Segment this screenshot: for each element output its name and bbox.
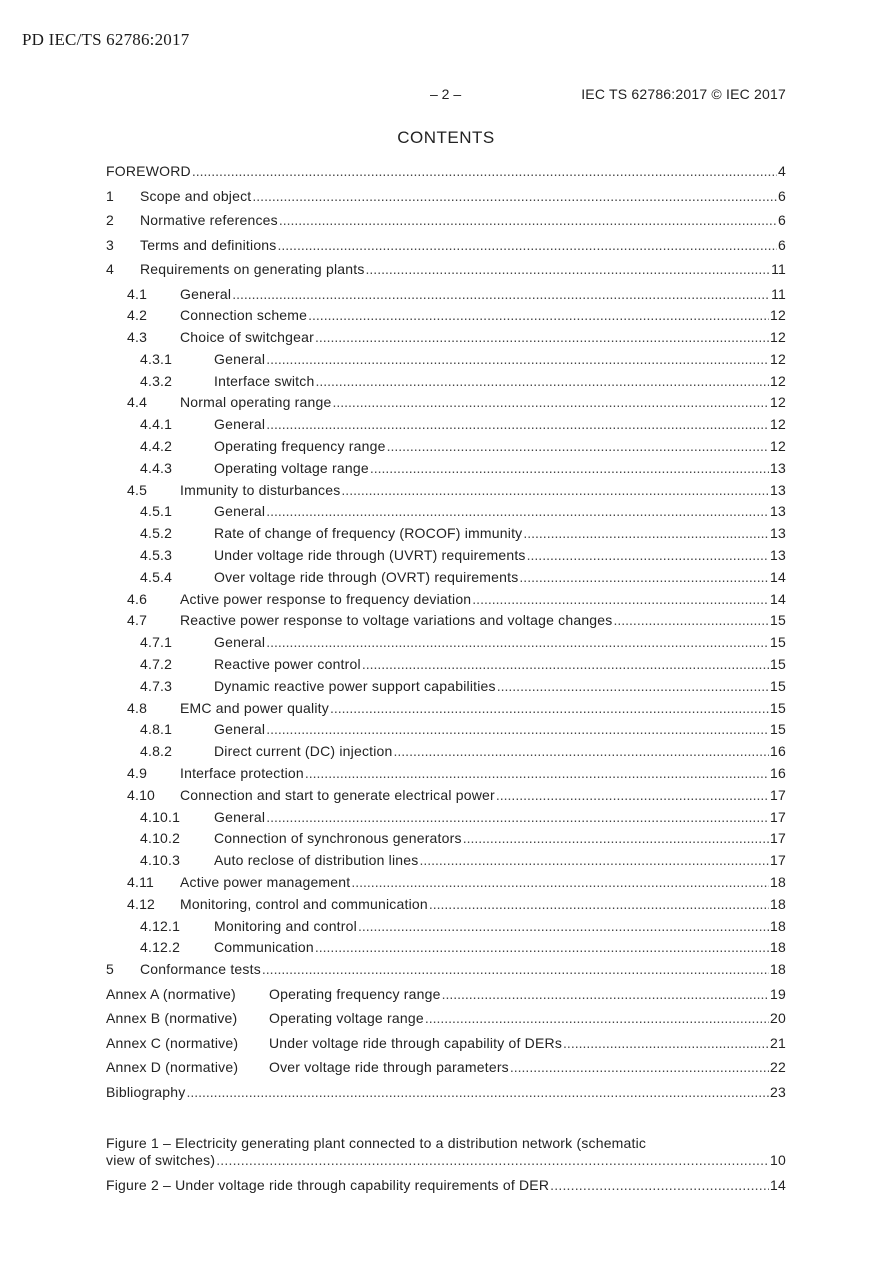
dot-leader (186, 1084, 769, 1101)
toc-entry-title: Connection and start to generate electrical power (180, 786, 495, 803)
toc-entry[interactable] (106, 329, 786, 351)
toc-entry[interactable] (106, 852, 786, 874)
toc-entry-page: 19 (770, 985, 786, 1002)
toc-entry-page: 13 (770, 459, 786, 476)
dot-leader (266, 503, 769, 520)
toc-entry-title: Immunity to disturbances (180, 481, 341, 498)
toc-entry-title: Operating voltage range (269, 1010, 424, 1027)
toc-entry[interactable] (106, 286, 786, 308)
toc-entry[interactable] (106, 460, 786, 482)
toc-entry-page: 18 (770, 939, 786, 956)
toc-entry[interactable] (106, 700, 786, 722)
toc-entry-title: Terms and definitions (140, 236, 277, 253)
dot-leader (366, 261, 771, 278)
toc-entry-number: 4.12.2 (140, 939, 181, 956)
dot-leader (463, 830, 769, 847)
dot-leader (527, 547, 769, 564)
toc-entry-page: 12 (770, 438, 786, 455)
toc-entry-number: Annex A (normative) (106, 985, 236, 1002)
toc-entry-number: 4.7.2 (140, 656, 173, 673)
dot-leader (563, 1035, 769, 1052)
dot-leader (523, 525, 769, 542)
toc-entry-page: 11 (771, 285, 786, 302)
toc-entry-page: 12 (770, 350, 786, 367)
toc-entry-title: FOREWORD (106, 163, 191, 179)
toc-entry-number: 4.4 (127, 394, 148, 411)
toc-entry-number: 4.10 (127, 786, 156, 803)
toc-entry[interactable] (106, 591, 786, 613)
toc-entry-page: 17 (770, 808, 786, 825)
toc-entry-title: General (214, 634, 266, 651)
toc-entry[interactable] (106, 721, 786, 743)
toc-entry-title: Requirements on generating plants (140, 261, 365, 277)
dot-leader (519, 569, 769, 586)
toc-entry-title: Scope and object (140, 187, 252, 204)
toc-entry[interactable] (106, 307, 786, 329)
toc-entry[interactable] (106, 416, 786, 438)
toc-entry[interactable] (106, 918, 786, 940)
toc-entry[interactable] (106, 634, 786, 656)
toc-entry[interactable] (106, 809, 786, 831)
toc-entry-page: 15 (770, 656, 786, 673)
toc-entry-page: 12 (770, 416, 786, 433)
dot-leader (216, 1152, 769, 1169)
toc-entry-title: Active power management (180, 874, 351, 891)
toc-entry-page: 13 (770, 525, 786, 542)
toc-entry-number: 4.9 (127, 765, 148, 782)
toc-entry[interactable] (106, 351, 786, 373)
toc-entry-title: Communication (214, 939, 314, 956)
dot-leader (613, 612, 769, 629)
dot-leader (315, 329, 769, 346)
dot-leader (442, 986, 769, 1003)
toc-entry-title: Connection scheme (180, 307, 308, 324)
toc-entry[interactable] (106, 188, 786, 213)
dot-leader (497, 678, 769, 695)
toc-entry-page: 4 (778, 163, 786, 179)
toc-entry-title: General (214, 721, 266, 738)
toc-entry-number: 4.5.4 (140, 568, 173, 585)
toc-entry-page: 13 (770, 547, 786, 564)
header-standard-ref: IEC TS 62786:2017 © IEC 2017 (581, 86, 786, 102)
dot-leader (351, 874, 769, 891)
figure-1-page: 10 (770, 1152, 786, 1168)
toc-entry-title: Over voltage ride through (OVRT) requirements (214, 568, 519, 585)
toc-entry-title: Connection of synchronous generators (214, 830, 462, 847)
toc-entry[interactable] (106, 503, 786, 525)
dot-leader (262, 961, 769, 978)
toc-entry-number: 4.12.1 (140, 917, 181, 934)
dot-leader (496, 787, 769, 804)
dot-leader (370, 460, 769, 477)
toc-entry-number: 4.3 (127, 329, 148, 346)
toc-entry-number: 4.11 (127, 874, 155, 891)
toc-entry-page: 16 (770, 765, 786, 782)
toc-entry[interactable] (106, 939, 786, 961)
toc-entry-title: General (214, 808, 266, 825)
toc-entry-number: 5 (106, 961, 114, 978)
toc-entry-number: 4.4.2 (140, 438, 173, 455)
toc-entry[interactable] (106, 547, 786, 569)
dot-leader (278, 237, 778, 254)
toc-entry-page: 12 (770, 394, 786, 411)
toc-entry-page: 20 (770, 1010, 786, 1027)
toc-entry-title: Rate of change of frequency (ROCOF) immunity (214, 525, 523, 542)
toc-entry[interactable] (106, 678, 786, 700)
dot-leader (192, 163, 777, 180)
toc-entry-title: Choice of switchgear (180, 329, 314, 346)
toc-entry-page: 18 (770, 895, 786, 912)
dot-leader (266, 809, 769, 826)
toc-entry[interactable] (106, 896, 786, 918)
toc-entry-number: 4.8 (127, 699, 148, 716)
dot-leader (308, 307, 769, 324)
toc-entry[interactable] (106, 394, 786, 416)
toc-entry-title: Under voltage ride through (UVRT) requirements (214, 547, 526, 564)
toc-entry-number: 2 (106, 212, 114, 228)
toc-entry[interactable] (106, 961, 786, 986)
toc-entry-number: 4.6 (127, 590, 148, 607)
toc-entry-title: Operating frequency range (269, 985, 441, 1002)
toc-entry[interactable] (106, 163, 786, 188)
toc-entry-title: Normative references (140, 212, 278, 228)
toc-entry-number: 4.5.1 (140, 503, 173, 520)
toc-entry-page: 17 (770, 852, 786, 869)
toc-entry-number: 1 (106, 187, 114, 204)
dot-leader (232, 286, 770, 303)
dot-leader (341, 482, 769, 499)
toc-entry[interactable] (106, 373, 786, 395)
toc-entry-page: 15 (770, 699, 786, 716)
toc-entry[interactable] (106, 569, 786, 591)
dot-leader (429, 896, 769, 913)
toc-entry-number: 4.4.3 (140, 459, 173, 476)
toc-entry-number: 4.8.1 (140, 721, 173, 738)
toc-entry[interactable] (106, 212, 786, 237)
toc-entry-title: Normal operating range (180, 394, 332, 411)
dot-leader (472, 591, 769, 608)
toc-entry-page: 17 (770, 786, 786, 803)
dot-leader (550, 1177, 769, 1194)
toc-entry-number: 4.5 (127, 481, 148, 498)
toc-entry-number: 4.3.1 (140, 350, 173, 367)
toc-entry-page: 13 (770, 503, 786, 520)
toc-entry-page: 12 (770, 372, 786, 389)
figure-1-title-line2: view of switches) (106, 1152, 216, 1168)
dot-leader (330, 700, 769, 717)
toc-entry-page: 11 (771, 261, 786, 277)
toc-entry[interactable] (106, 743, 786, 765)
toc-figure-entry[interactable] (106, 1152, 786, 1169)
toc-entry-number: 4.10.2 (140, 830, 181, 847)
toc-entry[interactable] (106, 765, 786, 787)
toc-entry-number: Annex B (normative) (106, 1010, 238, 1027)
toc-entry-title: Auto reclose of distribution lines (214, 852, 419, 869)
toc-entry-page: 18 (770, 961, 786, 978)
toc-entry-page: 6 (778, 187, 786, 204)
dot-leader (266, 721, 769, 738)
toc-entry-title: General (180, 285, 232, 302)
toc-entry[interactable] (106, 482, 786, 504)
figure-2-page: 14 (770, 1177, 786, 1193)
toc-entry-number: Annex D (normative) (106, 1059, 239, 1076)
toc-entry-number: 4.3.2 (140, 372, 173, 389)
page-number: – 2 – (430, 86, 462, 102)
toc-entry-number: 4 (106, 261, 114, 277)
dot-leader (315, 939, 769, 956)
toc-entry-number: 4.1 (127, 285, 148, 302)
contents-title: CONTENTS (397, 128, 495, 147)
toc-entry-title: Interface switch (214, 372, 315, 389)
toc-entry-page: 12 (770, 307, 786, 324)
toc-entry[interactable] (106, 1084, 786, 1109)
doc-id: PD IEC/TS 62786:2017 (22, 30, 190, 49)
dot-leader (362, 656, 769, 673)
toc-entry-title: Operating frequency range (214, 438, 386, 455)
dot-leader (266, 416, 769, 433)
toc-entry-number: 4.5.3 (140, 547, 173, 564)
toc-entry[interactable] (106, 438, 786, 460)
toc-entry-page: 6 (778, 236, 786, 253)
toc-entry-page: 6 (778, 212, 786, 228)
toc-entry-title: Under voltage ride through capability of DERs (269, 1034, 563, 1051)
toc-entry-title: Reactive power response to voltage variations and voltage changes (180, 612, 613, 629)
toc-entry-title: Bibliography (106, 1083, 186, 1100)
toc-entry-page: 14 (770, 590, 786, 607)
toc-entry-number: 4.12 (127, 895, 156, 912)
dot-leader (266, 351, 769, 368)
table-of-contents (106, 163, 786, 1108)
toc-entry-number: 4.4.1 (140, 416, 173, 433)
dot-leader (425, 1010, 769, 1027)
toc-entry[interactable] (106, 656, 786, 678)
toc-entry-title: Monitoring, control and communication (180, 895, 428, 912)
toc-entry-title: General (214, 416, 266, 433)
toc-entry-title: Active power response to frequency deviation (180, 590, 472, 607)
dot-leader (305, 765, 769, 782)
toc-entry-title: Over voltage ride through parameters (269, 1059, 509, 1076)
toc-entry-page: 21 (770, 1034, 786, 1051)
toc-entry-page: 15 (770, 721, 786, 738)
toc-entry-title: Monitoring and control (214, 917, 357, 934)
toc-entry-title: Interface protection (180, 765, 304, 782)
dot-leader (266, 634, 769, 651)
toc-entry-page: 23 (770, 1083, 786, 1100)
dot-leader (394, 743, 770, 760)
toc-entry-page: 15 (770, 677, 786, 694)
toc-entry-page: 18 (770, 874, 786, 891)
toc-entry-number: 4.7.1 (140, 634, 173, 651)
toc-entry[interactable] (106, 1010, 786, 1035)
toc-entry-page: 12 (770, 329, 786, 346)
toc-figure-entry[interactable] (106, 1177, 786, 1194)
figure-1-title-line1: Figure 1 – Electricity generating plant connected to a distribution network (schematic (106, 1135, 647, 1151)
toc-entry[interactable] (106, 874, 786, 896)
toc-entry-page: 18 (770, 917, 786, 934)
toc-entry-number: 4.5.2 (140, 525, 173, 542)
dot-leader (315, 373, 769, 390)
dot-leader (419, 852, 769, 869)
toc-entry-number: 4.7 (127, 612, 148, 629)
toc-entry[interactable] (106, 612, 786, 634)
toc-entry-title: Direct current (DC) injection (214, 743, 393, 760)
toc-entry-page: 15 (770, 634, 786, 651)
toc-entry[interactable] (106, 1059, 786, 1084)
toc-entry-title: General (214, 503, 266, 520)
toc-entry-number: Annex C (normative) (106, 1034, 239, 1051)
toc-entry[interactable] (106, 986, 786, 1011)
dot-leader (332, 394, 769, 411)
toc-entry-number: 4.8.2 (140, 743, 173, 760)
toc-entry-page: 17 (770, 830, 786, 847)
toc-entry[interactable] (106, 237, 786, 262)
toc-entry-title: Conformance tests (140, 961, 261, 978)
toc-entry[interactable] (106, 525, 786, 547)
toc-entry-page: 15 (770, 612, 786, 629)
toc-entry-page: 22 (770, 1059, 786, 1076)
dot-leader (358, 918, 769, 935)
toc-entry-number: 3 (106, 236, 114, 253)
dot-leader (510, 1059, 769, 1076)
toc-entry-page: 16 (770, 743, 786, 760)
toc-entry-number: 4.2 (127, 307, 148, 324)
toc-entry[interactable] (106, 787, 786, 809)
figure-2-title: Figure 2 – Under voltage ride through capability requirements of DER (106, 1177, 550, 1193)
toc-entry-page: 14 (770, 568, 786, 585)
toc-entry[interactable] (106, 830, 786, 852)
toc-entry[interactable] (106, 261, 786, 286)
dot-leader (387, 438, 769, 455)
toc-entry[interactable] (106, 1035, 786, 1060)
toc-entry-title: General (214, 350, 266, 367)
toc-entry-title: Dynamic reactive power support capabilities (214, 677, 496, 694)
list-of-figures (106, 1135, 786, 1194)
toc-entry-number: 4.10.1 (140, 808, 181, 825)
toc-entry-number: 4.10.3 (140, 852, 181, 869)
toc-entry-number: 4.7.3 (140, 677, 173, 694)
toc-entry-page: 13 (770, 481, 786, 498)
dot-leader (252, 188, 777, 205)
dot-leader (279, 212, 777, 229)
toc-entry-title: EMC and power quality (180, 699, 329, 716)
toc-entry-title: Reactive power control (214, 656, 361, 673)
toc-entry-title: Operating voltage range (214, 459, 369, 476)
